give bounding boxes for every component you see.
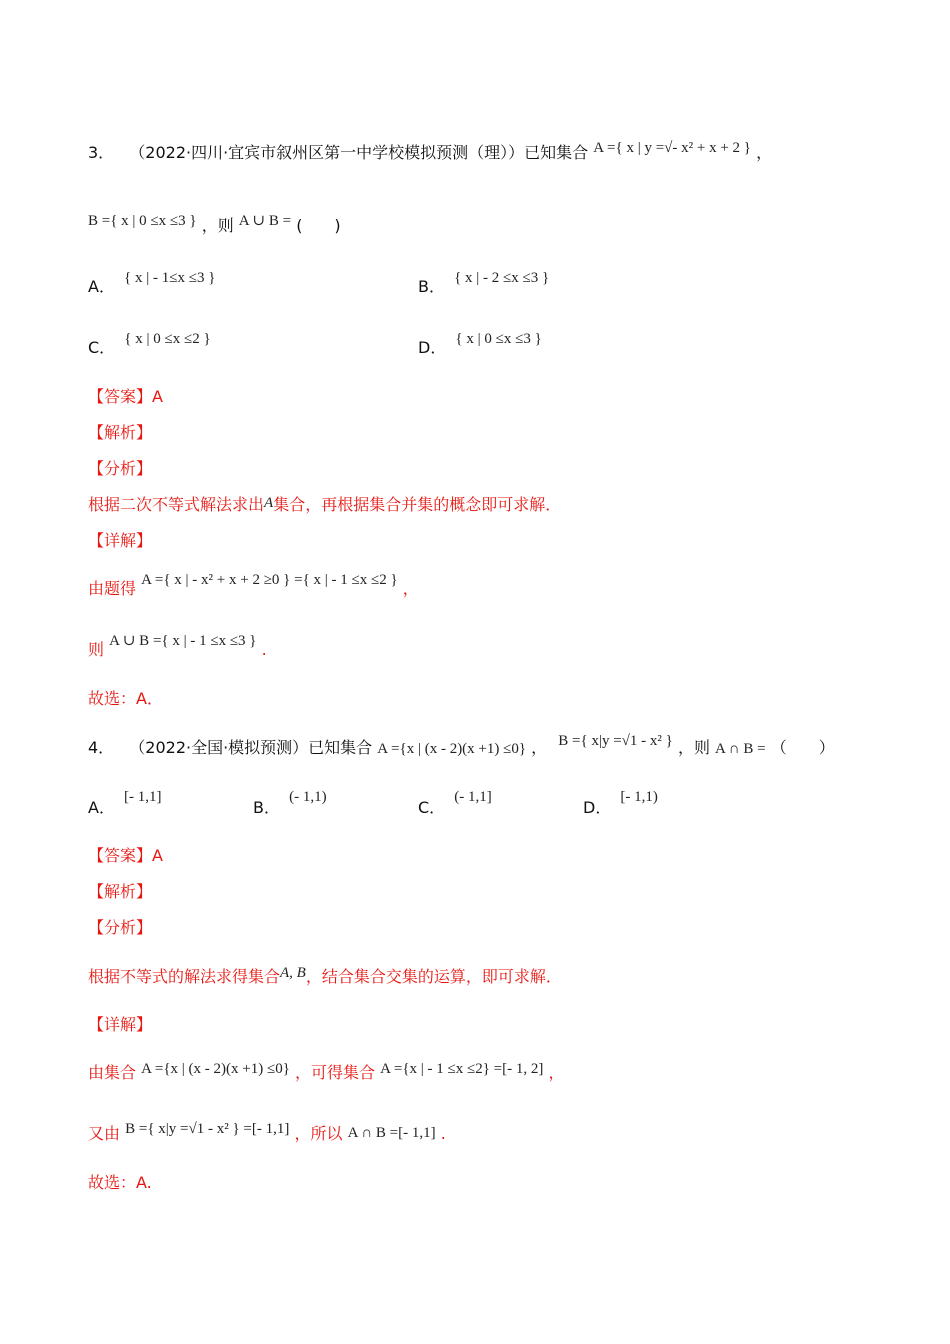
q4-step1-math-b: A ={x | - 1 ≤x ≤2} =[- 1, 2]	[380, 1061, 544, 1077]
q4-option-c-label: C．	[418, 798, 446, 817]
q3-fenxi-var: A	[264, 495, 274, 511]
q4-fenxi-text-part1: 根据不等式的解法求得集合	[88, 967, 281, 986]
q3-then: ，则	[201, 216, 234, 235]
q4-option-b-label: B．	[253, 798, 280, 817]
q3-conclusion: 故选：A．	[88, 689, 163, 708]
q4-step2	[88, 1121, 446, 1144]
q3-source: （2022·四川·宜宾市叙州区第一中学校模拟预测（理））已知集合	[129, 143, 589, 162]
q4-fenxi-text-part2: ，结合集合交集的运算，即可求解．	[305, 967, 562, 986]
q3-option-c-label: C．	[88, 338, 116, 357]
q4-xiangjie-heading: 【详解】	[88, 1015, 153, 1034]
q4-option-d-value: [- 1,1)	[620, 789, 658, 805]
q3-option-b[interactable]	[418, 270, 550, 297]
q4-set-b: B ={ x|y =√1 - x² }	[558, 733, 673, 749]
q4-option-c-value: (- 1,1]	[454, 789, 492, 805]
q3-stem-line2	[88, 213, 341, 236]
q4-step2-math-a: B ={ x|y =√1 - x² } =[- 1,1]	[125, 1121, 290, 1137]
q3-stem-line1	[88, 140, 772, 163]
q3-step1-math: A ={ x | - x² + x + 2 ≥0 } ={ x | - 1 ≤x ≤2 }	[141, 572, 398, 588]
q4-option-b[interactable]	[253, 789, 327, 818]
q3-step2-suffix: .	[261, 640, 267, 659]
q4-option-d[interactable]	[583, 789, 658, 818]
q3-option-d-value: { x | 0 ≤x ≤3 }	[455, 331, 542, 347]
q3-option-c-value: { x | 0 ≤x ≤2 }	[124, 331, 211, 347]
q3-number: 3．	[88, 143, 115, 162]
q4-option-a-label: A．	[88, 798, 115, 817]
q3-step1-suffix: ，	[402, 579, 419, 598]
q4-option-b-value: (- 1,1)	[289, 789, 327, 805]
q4-fenxi-text	[88, 964, 562, 987]
q3-paren: ( )	[296, 216, 341, 235]
q3-set-b: B ={ x | 0 ≤x ≤3 }	[88, 213, 197, 229]
q3-step1-prefix: 由题得	[88, 579, 137, 598]
q4-option-d-label: D．	[583, 798, 612, 817]
q4-number: 4．	[88, 738, 115, 757]
q3-fenxi-heading: 【分析】	[88, 459, 153, 478]
q4-step2-math-b: A ∩ B =[- 1,1]	[347, 1125, 436, 1141]
q4-step1-mid: ，可得集合	[295, 1063, 376, 1082]
q3-option-d[interactable]	[418, 331, 542, 358]
q4-source: （2022·全国·模拟预测）已知集合	[129, 738, 373, 757]
q4-option-a-value: [- 1,1]	[124, 789, 162, 805]
q3-fenxi-text-part2: 集合，再根据集合并集的概念即可求解．	[273, 495, 562, 514]
q4-intersect-expr: A ∩ B =	[715, 741, 766, 757]
q3-step2-prefix: 则	[88, 640, 105, 659]
q3-fenxi-text	[88, 492, 561, 515]
q4-then: ，则	[677, 738, 710, 757]
q4-option-c[interactable]	[418, 789, 492, 818]
q3-step2-math: A ∪ B ={ x | - 1 ≤x ≤3 }	[109, 633, 257, 649]
q3-option-a[interactable]	[88, 270, 216, 297]
q3-step1	[88, 572, 419, 599]
q4-set-a: A ={x | (x - 2)(x +1) ≤0}	[377, 741, 527, 757]
q3-option-a-label: A．	[88, 277, 115, 296]
q4-fenxi-vars: A, B	[280, 965, 306, 981]
q4-step2-prefix: 又由	[88, 1124, 121, 1143]
q3-answer: 【答案】A	[88, 387, 163, 406]
q3-union-expr: A ∪ B =	[238, 213, 292, 229]
q4-step1-suffix: ，	[548, 1063, 565, 1082]
q4-paren: （ ）	[770, 738, 835, 757]
q4-step1	[88, 1060, 565, 1083]
q4-step1-prefix: 由集合	[88, 1063, 137, 1082]
q3-comma: ，	[756, 143, 773, 162]
q4-step2-mid: ，所以	[294, 1124, 343, 1143]
q3-step2	[88, 633, 267, 660]
q4-answer: 【答案】A	[88, 846, 163, 865]
q3-option-b-value: { x | - 2 ≤x ≤3 }	[454, 270, 550, 286]
q3-set-a: A ={ x | y =√- x² + x + 2 }	[593, 140, 752, 156]
q3-fenxi-text-part1: 根据二次不等式解法求出	[88, 495, 265, 514]
q3-option-b-label: B．	[418, 277, 445, 296]
q3-xiangjie-heading: 【详解】	[88, 531, 153, 550]
q4-step1-math-a: A ={x | (x - 2)(x +1) ≤0}	[141, 1061, 290, 1077]
q4-fenxi-heading: 【分析】	[88, 918, 153, 937]
q4-step2-suffix: .	[440, 1124, 446, 1143]
q4-option-a[interactable]	[88, 789, 162, 818]
q3-option-a-value: { x | - 1≤x ≤3 }	[124, 270, 216, 286]
q4-jiexi-heading: 【解析】	[88, 882, 153, 901]
q3-option-c[interactable]	[88, 331, 211, 358]
q3-option-d-label: D．	[418, 338, 447, 357]
q4-conclusion: 故选：A.	[88, 1173, 152, 1192]
q3-jiexi-heading: 【解析】	[88, 423, 153, 442]
q4-stem	[88, 735, 835, 758]
q4-comma: ，	[531, 738, 548, 757]
